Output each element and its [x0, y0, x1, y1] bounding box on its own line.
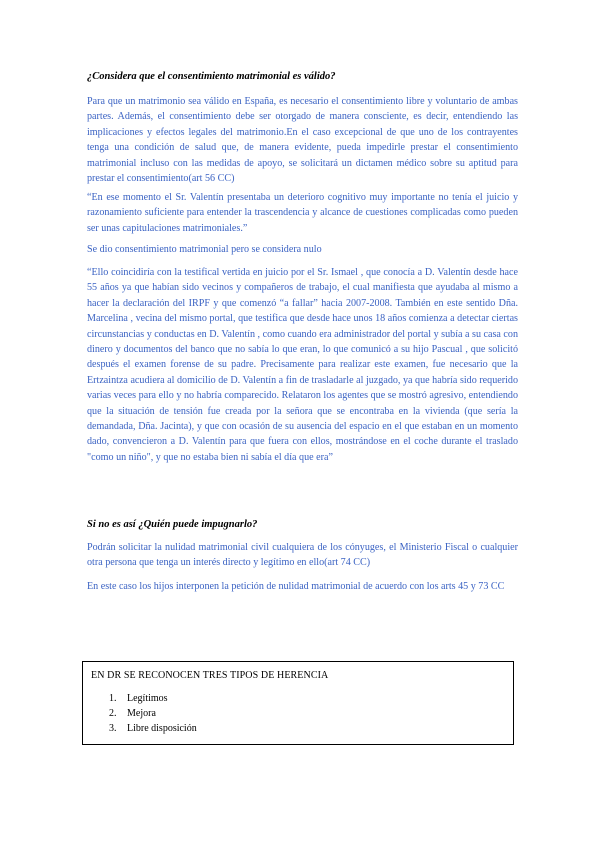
list-item: 1. Legítimos: [109, 693, 168, 704]
paragraph-children-petition: En este caso los hijos interponen la petición de nulidad matrimonial de acuerdo con los arts 45 y 73 CC: [87, 581, 505, 592]
paragraph-who-can-request: Podrán solicitar la nulidad matrimonial civil cualquiera de los cónyuges, el Ministerio Fiscal o cualquier otra persona que tenga un interés directo y legítimo en ello(art 74 CC): [87, 542, 518, 569]
inheritance-box-title: EN DR SE RECONOCEN TRES TIPOS DE HERENCIA: [91, 670, 329, 681]
list-item: 2. Mejora: [109, 708, 156, 719]
paragraph-legal-requirements: Para que un matrimonio sea válido en España, es necesario el consentimiento libre y voluntario de ambas partes. Además, el consentimiento debe ser otorgado de manera consciente, es decir, entendiendo las implicaciones y efectos legales del matrimonio.En el caso excepcional de que uno de los contrayentes tenga una condición de salud que, de manera evidente, pueda impedirle prestar el consentimiento matrimonial incluso con las medidas de apoyo, se solicitará un dictamen médico sobre su aptitud para prestar el consentimiento(art 56 CC): [87, 96, 518, 185]
list-item: 3. Libre disposición: [109, 723, 197, 734]
paragraph-testimony-quote: “Ello coincidiría con la testifical vertida en juicio por el Sr. Ismael , que conocía a D. Valentín desde hace 55 años ya que habían sido vecinos y compañeros de trabajo, el cual manifiesta que ayudaba al mismo a hacer la declaración del IRPF y que comenzó “a fallar” hacia 2007-2008. También en este sentido Dña. Marcelina , vecina del mismo portal, que testifica que desde hace unos 18 años comienza a detectar ciertas circunstancias y conductas en D. Valentín , como cuando era administrador del portal y subía a su casa con dinero y documentos del banco que no sabía lo que eran, lo que comunicó a su hijo Pascual , que solicitó después el examen forense de su padre. Precisamente para realizar este examen, fue necesario que la Ertzaintza acudiera al domicilio de D. Valentín a fin de trasladarle al juzgado, ya que habría sido requerido varias veces para ello y no habría comparecido. Relataron los agentes que se mostró agresivo, entendiendo que la situación de tensión fue creada por la señora que se encontraba en la vivienda (que sería la demandada, Dña. Jacinta), y que con ocasión de su ausencia del espacio en el que estaban en un momento dado, convencieron a D. Valentín para que fuera con ellos, mostrándose en el coche durante el traslado "como un niño", y que no estaba bien ni sabía el día que era”: [87, 267, 518, 463]
question-heading-impugn: Si no es así ¿Quién puede impugnarlo?: [87, 519, 258, 530]
inheritance-types-list: [109, 691, 197, 736]
paragraph-consent-null: Se dio consentimiento matrimonial pero se considera nulo: [87, 244, 322, 255]
question-heading-validity: ¿Considera que el consentimiento matrimonial es válido?: [87, 71, 336, 82]
paragraph-quote-cognitive: “En ese momento el Sr. Valentín presentaba un deterioro cognitivo muy importante no tenía el juicio y razonamiento suficiente para entender la trascendencia y alcance de cuestiones complicadas como pueden ser unas capitulaciones matrimoniales.”: [87, 192, 518, 234]
inheritance-types-box: [82, 661, 514, 745]
